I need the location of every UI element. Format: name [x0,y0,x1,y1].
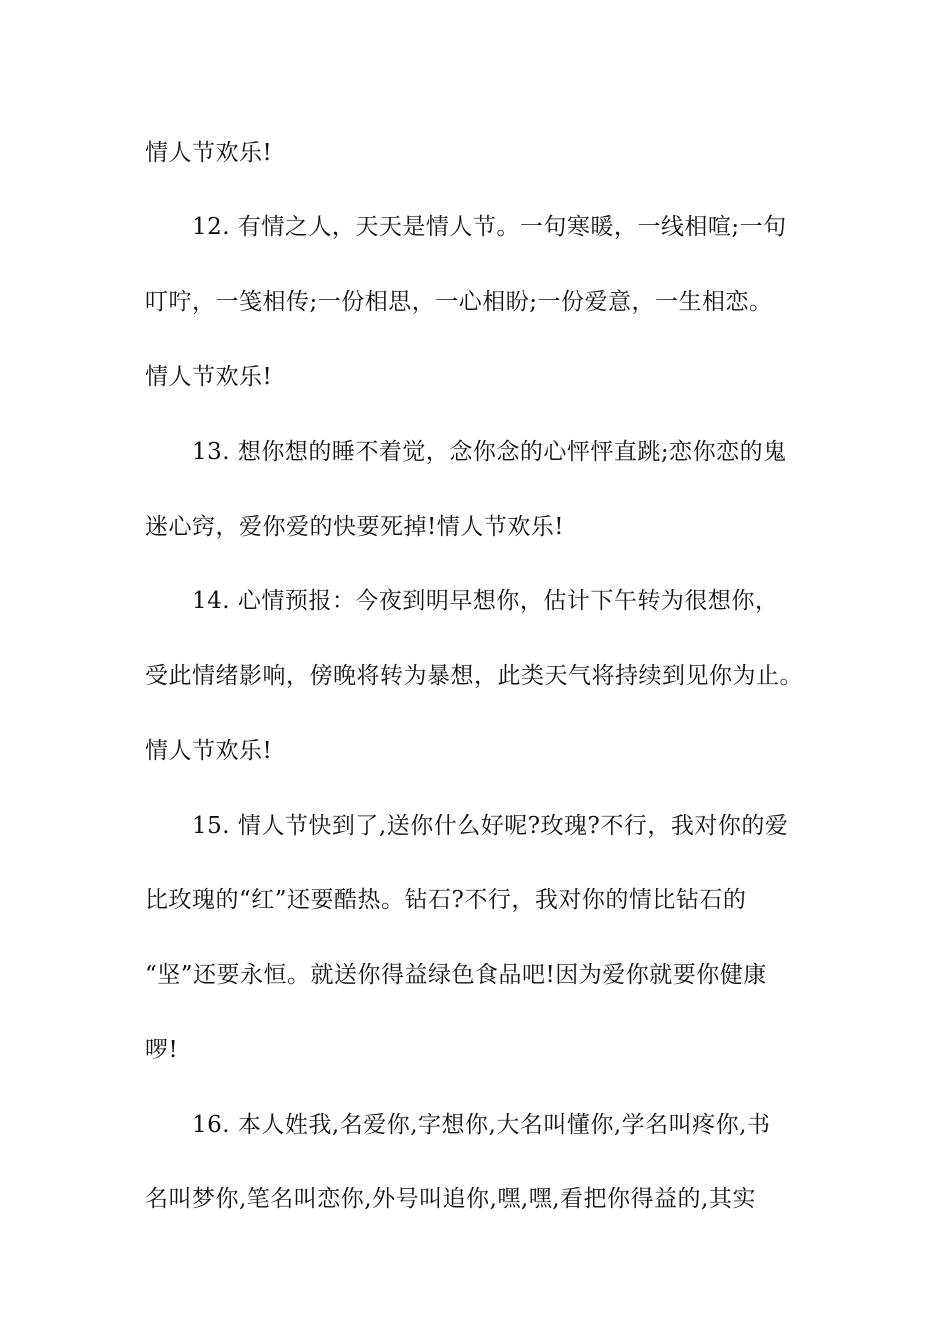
text-line: 12. 有情之人，天天是情人节。一句寒暖，一线相喧;一句 [192,214,787,240]
text-line: 比玫瑰的“红”还要酷热。钻石?不行，我对你的情比钻石的 [145,887,747,913]
text-line: 情人节欢乐! [145,738,273,764]
text-line: 15. 情人节快到了,送你什么好呢?玫瑰?不行，我对你的爱 [192,813,789,839]
text-line: 13. 想你想的睡不着觉，念你念的心怦怦直跳;恋你恋的鬼 [192,439,787,465]
text-line: 受此情绪影响，傍晚将转为暴想，此类天气将持续到见你为止。 [145,663,803,689]
text-line: 迷心窍，爱你爱的快要死掉!情人节欢乐! [145,514,564,540]
text-line: 14. 心情预报：今夜到明早想你，估计下午转为很想你， [192,588,779,614]
text-line: 叮咛，一笺相传;一份相思，一心相盼;一份爱意，一生相恋。 [145,289,773,315]
text-line: 16. 本人姓我,名爱你,字想你,大名叫懂你,学名叫疼你,书 [192,1112,771,1138]
text-line: 情人节欢乐! [145,364,273,390]
text-line: 啰! [145,1037,179,1063]
text-line: 情人节欢乐! [145,140,273,166]
text-line: “坚”还要永恒。就送你得益绿色食品吧!因为爱你就要你健康 [145,962,767,988]
text-line: 名叫梦你,笔名叫恋你,外号叫追你,嘿,嘿,看把你得益的,其实 [145,1186,756,1212]
